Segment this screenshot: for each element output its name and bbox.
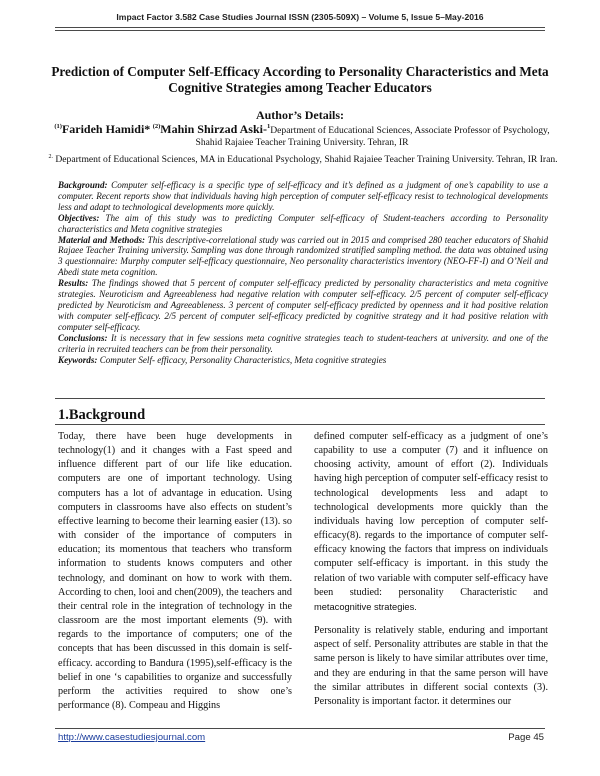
abstract-keywords [58, 355, 548, 366]
author1-affiliation: Department of Educational Sciences, Associate Professor of Psychology, Shahid Rajaiee Teacher Training University. Tehran, IR [195, 125, 550, 148]
right-paragraph-2: Personality is relatively stable, enduring and important aspect of self. Personality attributes are stable in that the same person is likely to have similar attributes over time, and they are enduring in that the same person will have the similar attributes in different social contexts (3). Personality is important factor. it determines our [314, 625, 548, 707]
background-label: Background: [58, 180, 108, 190]
right-paragraph-1 [314, 430, 548, 615]
conclusions-label: Conclusions: [58, 332, 108, 343]
keywords-label: Keywords: [58, 354, 98, 365]
abstract-results [58, 278, 548, 333]
objectives-text: The aim of this study was to predicting Computer self-efficacy of Student-teachers according to Personality characteristics and Meta cognitive strategies [58, 212, 548, 234]
journal-website-link[interactable]: http://www.casestudiesjournal.com [58, 732, 206, 743]
conclusions-text: It is necessary that in few sessions meta cognitive strategies teach to student-teachers at university. and one of the criteria in recruited teachers can be from their personality. [58, 332, 548, 354]
keywords-text: Computer Self- efficacy, Personality Characteristics, Meta cognitive strategies [99, 354, 387, 365]
paper-title: Prediction of Computer Self-Efficacy According to Personality Characteristics and Meta Cognitive Strategies among Teacher Educators [51, 64, 549, 95]
abstract-objectives [58, 213, 548, 235]
right-column [314, 430, 548, 709]
right-paragraph-1-main: defined computer self-efficacy as a judgment of one’s capability to use a computer (7) and it influence on choosing activity, amount of effort (2). Individuals having high perception of computer self-efficacy resist to technological developments less and adapt to technological developments more quickly than the individuals having low perception of computer self-efficacy(8). regards to the importance of computer self-efficacy knowing the factors that impress on individuals computer self-efficacy is important. in this study the relation of two variable with computer self-efficacy have been studied: personality Characteristic and [314, 431, 548, 598]
author1-name: Farideh Hamidi* [61, 122, 151, 136]
affiliation2-number: 2. [48, 154, 53, 160]
author2-name: Mahin Shirzad Aski- [160, 122, 267, 136]
results-text: The findings showed that 5 percent of computer self-efficacy predicted by personality characteristics and meta cognitive strategies. Neuroticism and Agreeableness had negative relation with computer self-efficacy. 2/5 percent of computer self-efficacy predicted by Neuroticism and Agreeableness. 3 percent of computer self-efficacy predicted by openness and it had positive relation with computer self-efficacy. 2/5 percent of computer self-efficacy predicted by cognitive strategy and it had positive relation with computer self-efficacy. [58, 278, 549, 332]
authors-block: $^{(1)}$Farideh Hamidi* $^{(2)}$Mahin Shirzad Aski-$^1$Department of Educational Sciences, Associate Professor of Psychology, Shahid Rajaiee Teacher Training University. Tehran, IR [54, 122, 550, 148]
left-column [58, 430, 292, 713]
right-paragraph-1-tail: metacognitive strategies. [314, 601, 417, 612]
author2-affiliation: Department of Educational Sciences, MA in Educational Psychology, Shahid Rajaiee Teacher Training University. Tehran, IR Iran. [55, 154, 558, 165]
abstract-background [58, 180, 548, 213]
footer-rule [55, 728, 545, 729]
background-text: Computer self-efficacy is a specific type of self-efficacy and it’s defined as a judgment of one’s capability to use a computer. Recent reports show that individuals having high perception of computer self-efficacy resist to technological developments less and adapt to technological developments more quickly. [58, 180, 548, 212]
header-rule-top [55, 27, 545, 28]
abstract-methods [58, 235, 548, 279]
abstract [58, 180, 548, 365]
section-heading: 1.Background [58, 407, 146, 423]
journal-header: Impact Factor 3.582 Case Studies Journal ISSN (2305-509X) – Volume 5, Issue 5–May-2016 [116, 12, 484, 22]
header-rule-bottom [55, 30, 545, 31]
left-paragraph-1: Today, there have been huge developments in technology(1) and it changes with a Fast speed and influence different part of our life like education. computers are one of important technology. Using computers has a lot of advantage in education. Using computers in classrooms have also effects on student’s effective learning to become their learning easier (13). so with consider of the importance of computers in education; its momentous that teachers who transform information to students knows computers and other technology, and dominant on how to work with them. According to chen, looi and chen(2009), the teachers and their central role in the integration of technology in the classroom are the most important elements (9). with regards to the importance of computers; one of the concepts that has been discussed in this domain is self-efficacy. according to Bandura (1995),self-efficacy is the belief in one ‘s capabilities to organize and successfully perform the activities required to show one’s performance (8). Compeau and Higgins [58, 431, 292, 711]
author1-number: (1) [54, 123, 62, 130]
section-rule-bottom [55, 424, 545, 425]
methods-label: Material and Methods: [58, 234, 146, 245]
author2-affiliation-block [48, 151, 558, 166]
objectives-label: Objectives: [58, 212, 100, 223]
authors-heading: Author’s Details: [255, 108, 345, 122]
page-number: Page 45 [508, 732, 544, 743]
methods-text: This descriptive-correlational study was carried out in 2015 and comprised 280 teacher educators of Shahid Rajaee Teacher Training university. Sampling was done through randomized stratified sampling method. the data was obtained using 3 questionnaire: Murphy computer self-efficacy questionnaire, Neo personality characteristics inventory (NEO-FF-I) and O’Neil and Abedi state meta cognition. [58, 234, 548, 278]
author2-number: (2) [152, 123, 161, 130]
results-label: Results: [58, 278, 89, 289]
abstract-conclusions [58, 333, 548, 355]
section-rule-top [55, 398, 545, 399]
